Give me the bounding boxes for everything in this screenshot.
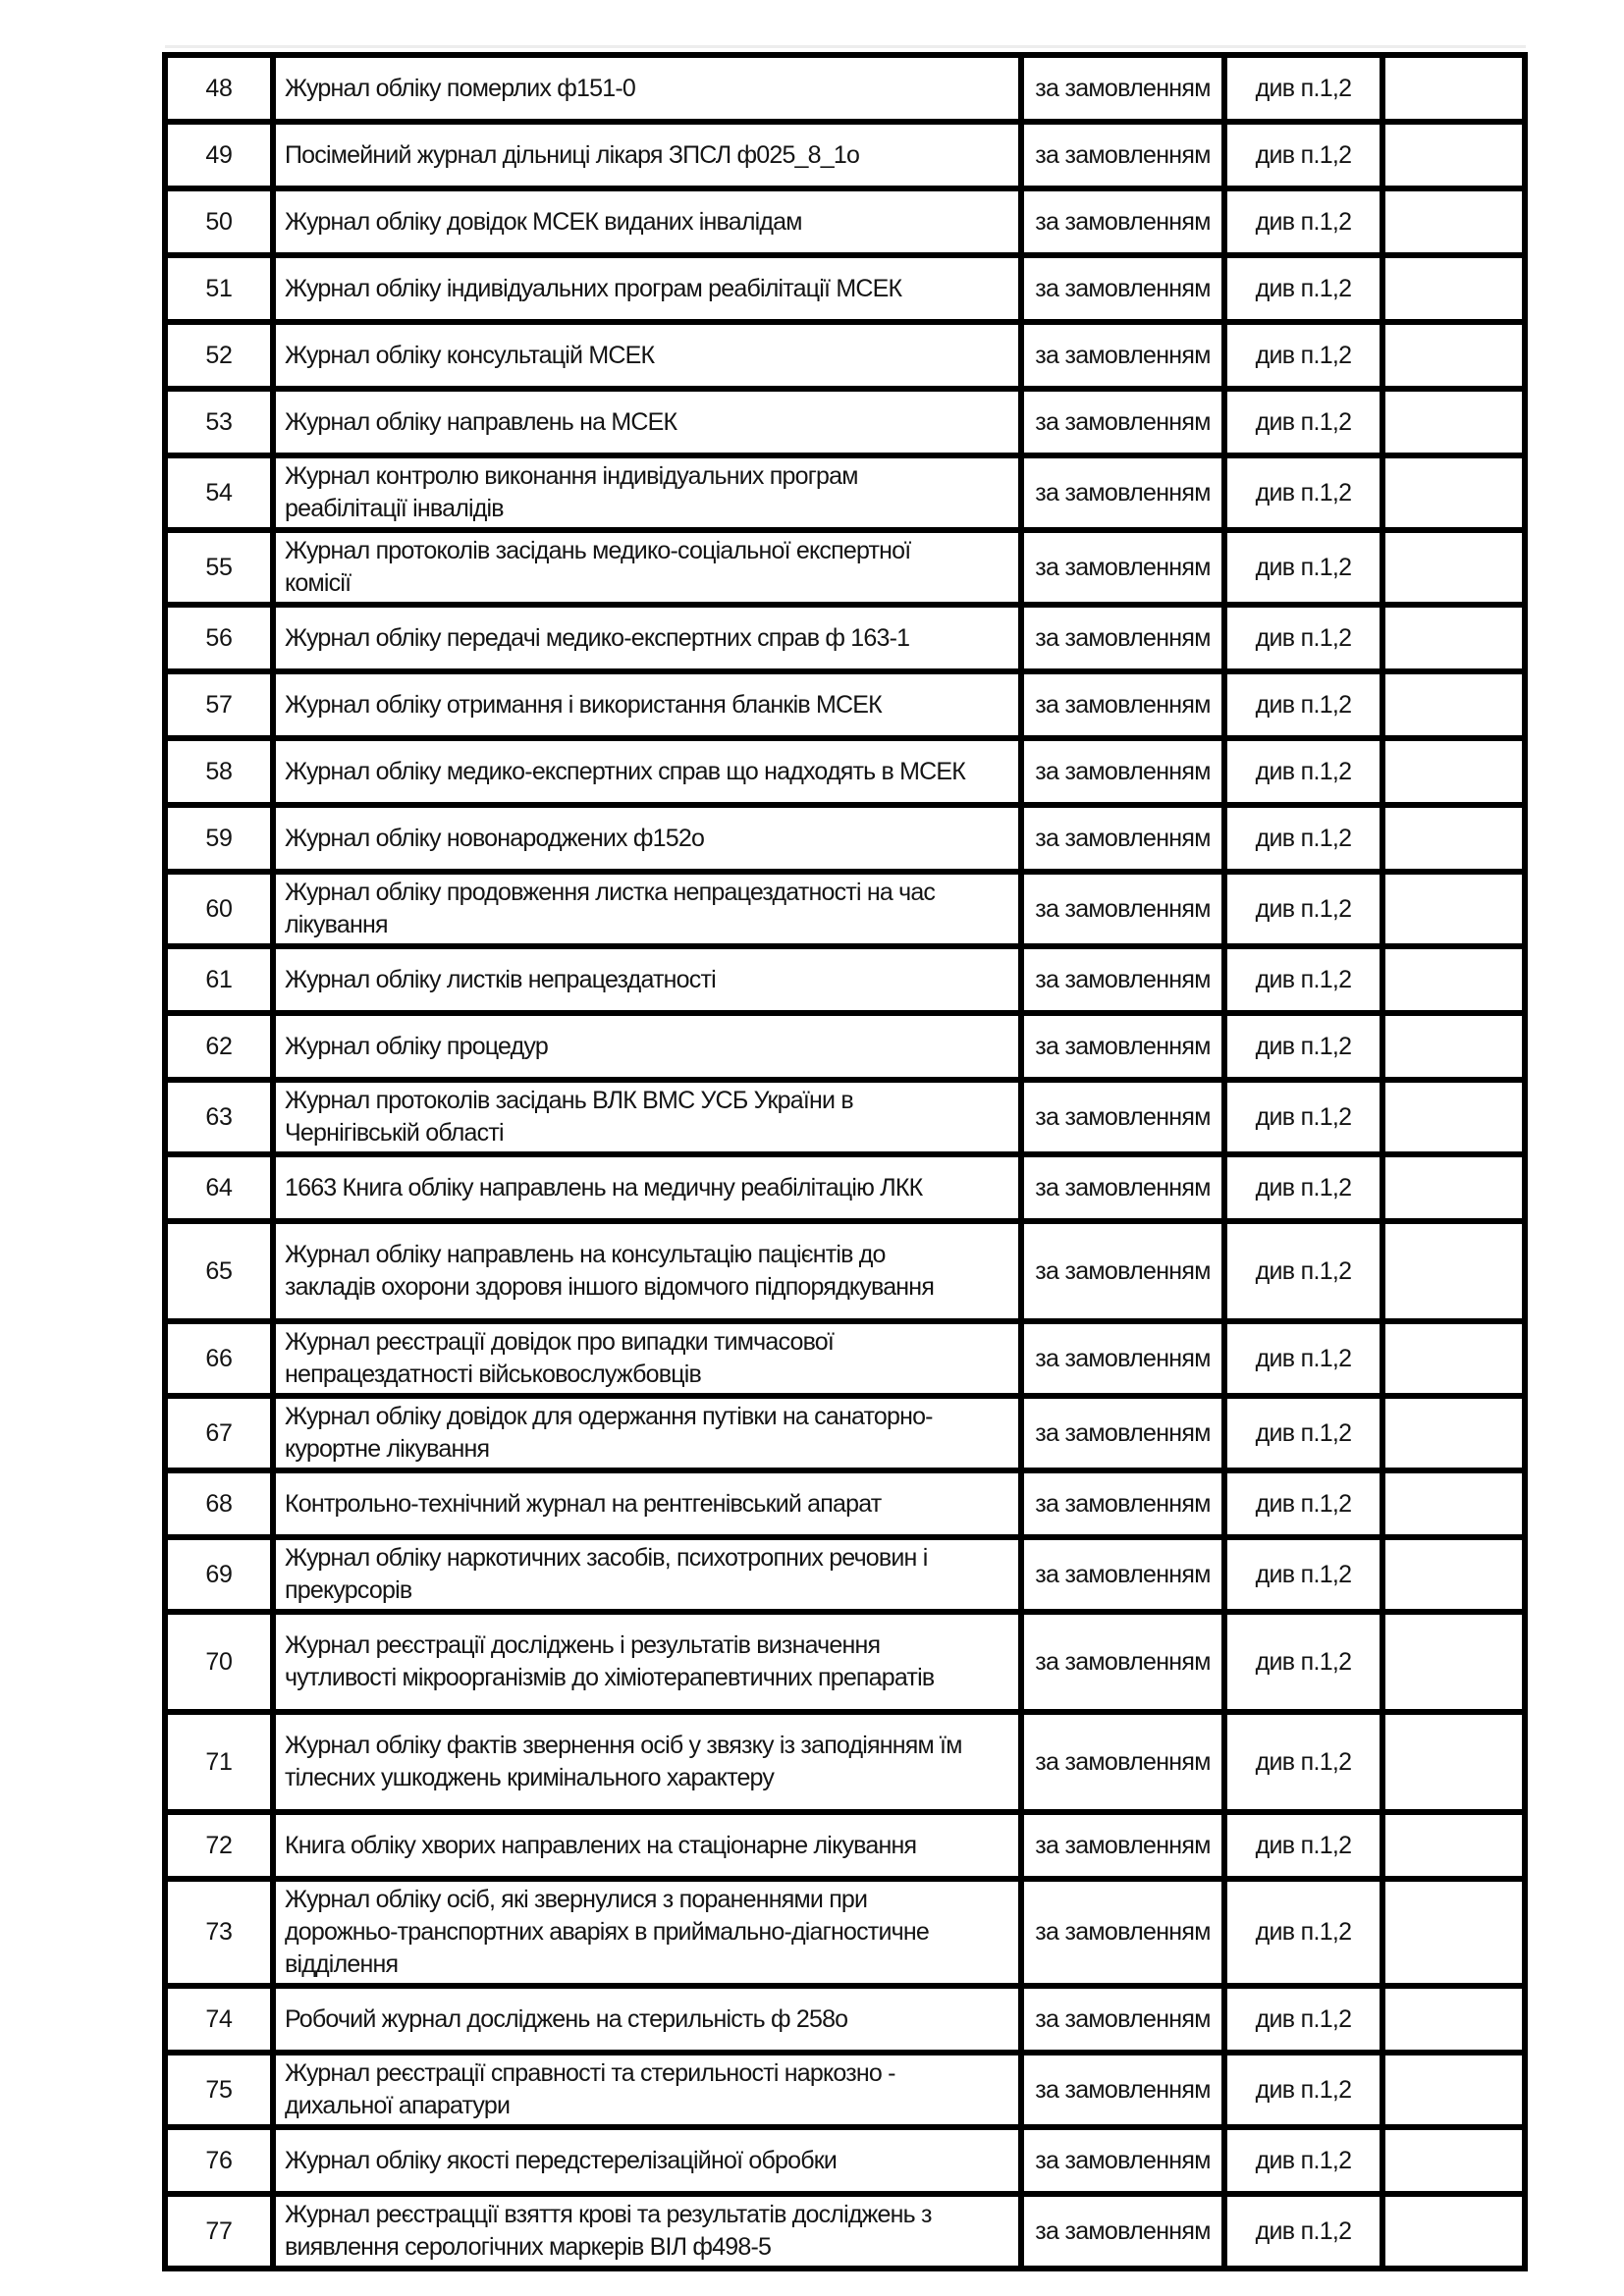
reference-note-cell: див п.1,2 — [1224, 872, 1382, 946]
journal-title-line: Журнал обліку направлень на МСЕК — [285, 407, 677, 436]
table-row — [165, 122, 1525, 188]
reference-note-cell: див п.1,2 — [1224, 55, 1382, 122]
order-type-cell: за замовленням — [1021, 1712, 1224, 1812]
empty-cell — [1382, 1396, 1525, 1470]
journal-title-line: Журнал контролю виконання індивідуальних програм — [285, 462, 858, 490]
reference-note-cell: див п.1,2 — [1224, 1612, 1382, 1712]
journal-title-cell — [273, 2194, 1021, 2269]
order-type-cell: за замовленням — [1021, 255, 1224, 322]
table-row — [165, 1537, 1525, 1612]
journal-title-cell — [273, 322, 1021, 389]
table-row — [165, 1712, 1525, 1812]
journal-title-cell — [273, 455, 1021, 530]
journal-title-cell — [273, 255, 1021, 322]
table-row — [165, 389, 1525, 455]
journal-title-cell — [273, 1612, 1021, 1712]
reference-note-cell: див п.1,2 — [1224, 605, 1382, 671]
table-row — [165, 1986, 1525, 2053]
reference-note-cell: див п.1,2 — [1224, 1080, 1382, 1154]
reference-note-cell: див п.1,2 — [1224, 322, 1382, 389]
table-row — [165, 872, 1525, 946]
order-type-cell: за замовленням — [1021, 1812, 1224, 1879]
empty-cell — [1382, 1812, 1525, 1879]
row-number-cell: 77 — [165, 2194, 273, 2269]
table-row — [165, 1879, 1525, 1986]
order-type-cell: за замовленням — [1021, 455, 1224, 530]
row-number-cell: 74 — [165, 1986, 273, 2053]
reference-note-cell: див п.1,2 — [1224, 1879, 1382, 1986]
empty-cell — [1382, 1154, 1525, 1221]
row-number-cell: 53 — [165, 389, 273, 455]
order-type-cell: за замовленням — [1021, 1080, 1224, 1154]
journal-title-line: 1663 Книга обліку направлень на медичну реабілітацію ЛКК — [285, 1173, 923, 1201]
order-type-cell: за замовленням — [1021, 389, 1224, 455]
empty-cell — [1382, 1080, 1525, 1154]
reference-note-cell: див п.1,2 — [1224, 1812, 1382, 1879]
journal-title-cell — [273, 738, 1021, 805]
table-row — [165, 1396, 1525, 1470]
journal-title-line: Журнал обліку продовження листка непрацездатності на час — [285, 879, 936, 906]
reference-note-cell: див п.1,2 — [1224, 1537, 1382, 1612]
reference-note-cell: див п.1,2 — [1224, 1712, 1382, 1812]
journal-title-cell — [273, 389, 1021, 455]
journal-title-cell — [273, 1321, 1021, 1396]
order-type-cell: за замовленням — [1021, 55, 1224, 122]
row-number-cell: 49 — [165, 122, 273, 188]
order-type-cell: за замовленням — [1021, 530, 1224, 605]
row-number-cell: 65 — [165, 1221, 273, 1321]
row-number-cell: 52 — [165, 322, 273, 389]
row-number-cell: 71 — [165, 1712, 273, 1812]
empty-cell — [1382, 872, 1525, 946]
table-row — [165, 322, 1525, 389]
order-type-cell: за замовленням — [1021, 1013, 1224, 1080]
journal-title-line: Журнал обліку новонароджених ф152о — [285, 824, 705, 852]
table-row — [165, 1013, 1525, 1080]
scan-artifact-line — [165, 45, 1526, 48]
row-number-cell: 60 — [165, 872, 273, 946]
order-type-cell: за замовленням — [1021, 1396, 1224, 1470]
table-row — [165, 188, 1525, 255]
empty-cell — [1382, 2053, 1525, 2127]
row-number-cell: 66 — [165, 1321, 273, 1396]
journal-title-line: Журнал обліку довідок для одержання путівки на санаторно- — [285, 1403, 933, 1430]
journal-title-cell — [273, 2127, 1021, 2194]
reference-note-cell: див п.1,2 — [1224, 671, 1382, 738]
journal-title-line: Чернігівській області — [285, 1119, 504, 1147]
reference-note-cell: див п.1,2 — [1224, 2194, 1382, 2269]
row-number-cell: 58 — [165, 738, 273, 805]
journal-title-line: Журнал обліку наркотичних засобів, психотропних речовин і — [285, 1544, 928, 1572]
table-row — [165, 1812, 1525, 1879]
order-type-cell: за замовленням — [1021, 2053, 1224, 2127]
empty-cell — [1382, 1013, 1525, 1080]
reference-note-cell: див п.1,2 — [1224, 455, 1382, 530]
empty-cell — [1382, 1470, 1525, 1537]
journal-title-cell — [273, 530, 1021, 605]
reference-note-cell: див п.1,2 — [1224, 805, 1382, 872]
empty-cell — [1382, 2127, 1525, 2194]
reference-note-cell: див п.1,2 — [1224, 1321, 1382, 1396]
row-number-cell: 56 — [165, 605, 273, 671]
reference-note-cell: див п.1,2 — [1224, 1396, 1382, 1470]
empty-cell — [1382, 605, 1525, 671]
empty-cell — [1382, 1986, 1525, 2053]
journal-title-cell — [273, 122, 1021, 188]
journal-title-cell — [273, 55, 1021, 122]
journal-title-line: курортне лікування — [285, 1435, 490, 1463]
order-type-cell: за замовленням — [1021, 188, 1224, 255]
reference-note-cell: див п.1,2 — [1224, 738, 1382, 805]
reference-note-cell: див п.1,2 — [1224, 1013, 1382, 1080]
empty-cell — [1382, 188, 1525, 255]
table-row — [165, 805, 1525, 872]
journal-title-line: прекурсорів — [285, 1576, 412, 1604]
table-row — [165, 55, 1525, 122]
journal-title-line: дорожньо-транспортних аваріях в приймально-діагностичне — [285, 1918, 929, 1946]
row-number-cell: 69 — [165, 1537, 273, 1612]
row-number-cell: 63 — [165, 1080, 273, 1154]
table-row — [165, 2194, 1525, 2269]
order-type-cell: за замовленням — [1021, 1986, 1224, 2053]
empty-cell — [1382, 946, 1525, 1013]
order-type-cell: за замовленням — [1021, 322, 1224, 389]
journal-title-line: Книга обліку хворих направлених на стаціонарне лікування — [285, 1831, 917, 1859]
table-row — [165, 2127, 1525, 2194]
journal-title-line: Журнал обліку якості передстерелізаційної обробки — [285, 2146, 838, 2174]
table-body — [165, 55, 1525, 2269]
table-row — [165, 1080, 1525, 1154]
journal-title-line: Журнал обліку отримання і використання бланків МСЕК — [285, 690, 882, 719]
order-type-cell: за замовленням — [1021, 805, 1224, 872]
row-number-cell: 68 — [165, 1470, 273, 1537]
journal-title-line: Журнал реєстрації досліджень і результатів визначення — [285, 1631, 881, 1659]
order-type-cell: за замовленням — [1021, 738, 1224, 805]
table-row — [165, 530, 1525, 605]
reference-note-cell: див п.1,2 — [1224, 389, 1382, 455]
journal-title-line: Контрольно-технічний журнал на рентгенівський апарат — [285, 1489, 882, 1518]
row-number-cell: 54 — [165, 455, 273, 530]
journals-registry-table — [162, 52, 1528, 2271]
empty-cell — [1382, 389, 1525, 455]
empty-cell — [1382, 1879, 1525, 1986]
reference-note-cell: див п.1,2 — [1224, 255, 1382, 322]
journal-title-cell — [273, 1986, 1021, 2053]
journal-title-line: виявлення серологічних маркерів ВІЛ ф498-5 — [285, 2233, 772, 2261]
empty-cell — [1382, 2194, 1525, 2269]
empty-cell — [1382, 255, 1525, 322]
reference-note-cell: див п.1,2 — [1224, 2127, 1382, 2194]
journal-title-cell — [273, 1396, 1021, 1470]
reference-note-cell: див п.1,2 — [1224, 530, 1382, 605]
journal-title-cell — [273, 1712, 1021, 1812]
empty-cell — [1382, 671, 1525, 738]
journal-title-line: непрацездатності військовослужбовців — [285, 1361, 701, 1388]
table-row — [165, 2053, 1525, 2127]
empty-cell — [1382, 1712, 1525, 1812]
table-row — [165, 738, 1525, 805]
order-type-cell: за замовленням — [1021, 671, 1224, 738]
journal-title-line: Журнал протоколів засідань медико-соціальної експертної — [285, 537, 911, 564]
journal-title-line: Журнал обліку листків непрацездатності — [285, 965, 716, 993]
journal-title-line: Журнал обліку довідок МСЕК виданих інвалідам — [285, 207, 802, 236]
order-type-cell: за замовленням — [1021, 1879, 1224, 1986]
row-number-cell: 76 — [165, 2127, 273, 2194]
row-number-cell: 62 — [165, 1013, 273, 1080]
reference-note-cell: див п.1,2 — [1224, 1221, 1382, 1321]
empty-cell — [1382, 322, 1525, 389]
order-type-cell: за замовленням — [1021, 946, 1224, 1013]
table-row — [165, 1470, 1525, 1537]
journal-title-cell — [273, 1537, 1021, 1612]
journal-title-line: Журнал обліку консультацій МСЕК — [285, 341, 655, 369]
journal-title-line: Робочий журнал досліджень на стерильність ф 258о — [285, 2004, 848, 2033]
journal-title-line: Журнал обліку направлень на консультацію пацієнтів до — [285, 1241, 886, 1268]
empty-cell — [1382, 1537, 1525, 1612]
empty-cell — [1382, 1321, 1525, 1396]
journal-title-line: Журнал обліку медико-експертних справ що надходять в МСЕК — [285, 757, 966, 785]
order-type-cell: за замовленням — [1021, 1321, 1224, 1396]
journal-title-line: Журнал обліку померлих ф151-0 — [285, 74, 635, 102]
row-number-cell: 59 — [165, 805, 273, 872]
order-type-cell: за замовленням — [1021, 605, 1224, 671]
empty-cell — [1382, 455, 1525, 530]
table-row — [165, 671, 1525, 738]
row-number-cell: 55 — [165, 530, 273, 605]
journal-title-line: Журнал обліку передачі медико-експертних справ ф 163-1 — [285, 623, 910, 652]
order-type-cell: за замовленням — [1021, 122, 1224, 188]
reference-note-cell: див п.1,2 — [1224, 1154, 1382, 1221]
row-number-cell: 51 — [165, 255, 273, 322]
table-row — [165, 605, 1525, 671]
journal-title-line: закладів охорони здоровя іншого відомчого підпорядкування — [285, 1273, 935, 1301]
reference-note-cell: див п.1,2 — [1224, 1470, 1382, 1537]
journal-title-cell — [273, 2053, 1021, 2127]
journal-title-line: Журнал протоколів засідань ВЛК ВМС УСБ України в — [285, 1087, 853, 1114]
journal-title-line: відділення — [285, 1950, 399, 1978]
order-type-cell: за замовленням — [1021, 2127, 1224, 2194]
table-row — [165, 1321, 1525, 1396]
empty-cell — [1382, 530, 1525, 605]
journal-title-line: Журнал реєстрації справності та стерильності наркозно - — [285, 2059, 895, 2087]
journal-title-cell — [273, 1812, 1021, 1879]
journal-title-line: Журнал обліку індивідуальних програм реабілітації МСЕК — [285, 274, 902, 302]
journal-title-cell — [273, 1221, 1021, 1321]
order-type-cell: за замовленням — [1021, 1470, 1224, 1537]
table-row — [165, 455, 1525, 530]
journal-title-line: Посімейний журнал дільниці лікаря ЗПСЛ ф025_8_1о — [285, 140, 860, 169]
journal-title-line: комісії — [285, 569, 352, 597]
journal-title-cell — [273, 188, 1021, 255]
order-type-cell: за замовленням — [1021, 1537, 1224, 1612]
journal-title-cell — [273, 946, 1021, 1013]
journal-title-line: тілесних ушкоджень кримінального характеру — [285, 1764, 775, 1791]
order-type-cell: за замовленням — [1021, 1154, 1224, 1221]
order-type-cell: за замовленням — [1021, 2194, 1224, 2269]
journal-title-line: Журнал обліку осіб, які звернулися з пораненнями при — [285, 1886, 868, 1913]
row-number-cell: 48 — [165, 55, 273, 122]
empty-cell — [1382, 738, 1525, 805]
journal-title-line: Журнал обліку фактів звернення осіб у звязку із заподіянням їм — [285, 1732, 962, 1759]
empty-cell — [1382, 805, 1525, 872]
order-type-cell: за замовленням — [1021, 872, 1224, 946]
empty-cell — [1382, 1221, 1525, 1321]
journal-title-cell — [273, 1879, 1021, 1986]
journal-title-line: реабілітації інвалідів — [285, 495, 504, 522]
table-row — [165, 255, 1525, 322]
table-row — [165, 1154, 1525, 1221]
journal-title-line: дихальної апаратури — [285, 2092, 511, 2119]
row-number-cell: 64 — [165, 1154, 273, 1221]
reference-note-cell: див п.1,2 — [1224, 188, 1382, 255]
reference-note-cell: див п.1,2 — [1224, 122, 1382, 188]
journal-title-line: лікування — [285, 911, 388, 938]
row-number-cell: 72 — [165, 1812, 273, 1879]
row-number-cell: 75 — [165, 2053, 273, 2127]
empty-cell — [1382, 122, 1525, 188]
row-number-cell: 57 — [165, 671, 273, 738]
empty-cell — [1382, 55, 1525, 122]
journal-title-cell — [273, 1470, 1021, 1537]
journal-title-cell — [273, 1013, 1021, 1080]
table-row — [165, 1221, 1525, 1321]
row-number-cell: 73 — [165, 1879, 273, 1986]
reference-note-cell: див п.1,2 — [1224, 2053, 1382, 2127]
table-row — [165, 946, 1525, 1013]
empty-cell — [1382, 1612, 1525, 1712]
journal-title-cell — [273, 872, 1021, 946]
journal-title-cell — [273, 671, 1021, 738]
reference-note-cell: див п.1,2 — [1224, 946, 1382, 1013]
journal-title-cell — [273, 605, 1021, 671]
journal-title-line: Журнал реєстрацції взяття крові та результатів досліджень з — [285, 2201, 932, 2228]
row-number-cell: 70 — [165, 1612, 273, 1712]
table-row — [165, 1612, 1525, 1712]
row-number-cell: 67 — [165, 1396, 273, 1470]
row-number-cell: 50 — [165, 188, 273, 255]
order-type-cell: за замовленням — [1021, 1612, 1224, 1712]
journal-title-cell — [273, 1154, 1021, 1221]
journal-title-line: Журнал реєстрації довідок про випадки тимчасової — [285, 1328, 835, 1356]
reference-note-cell: див п.1,2 — [1224, 1986, 1382, 2053]
journal-title-cell — [273, 1080, 1021, 1154]
journal-title-line: Журнал обліку процедур — [285, 1032, 548, 1060]
journal-title-line: чутливості мікроорганізмів до хіміотерапевтичних препаратів — [285, 1664, 935, 1691]
order-type-cell: за замовленням — [1021, 1221, 1224, 1321]
journal-title-cell — [273, 805, 1021, 872]
row-number-cell: 61 — [165, 946, 273, 1013]
